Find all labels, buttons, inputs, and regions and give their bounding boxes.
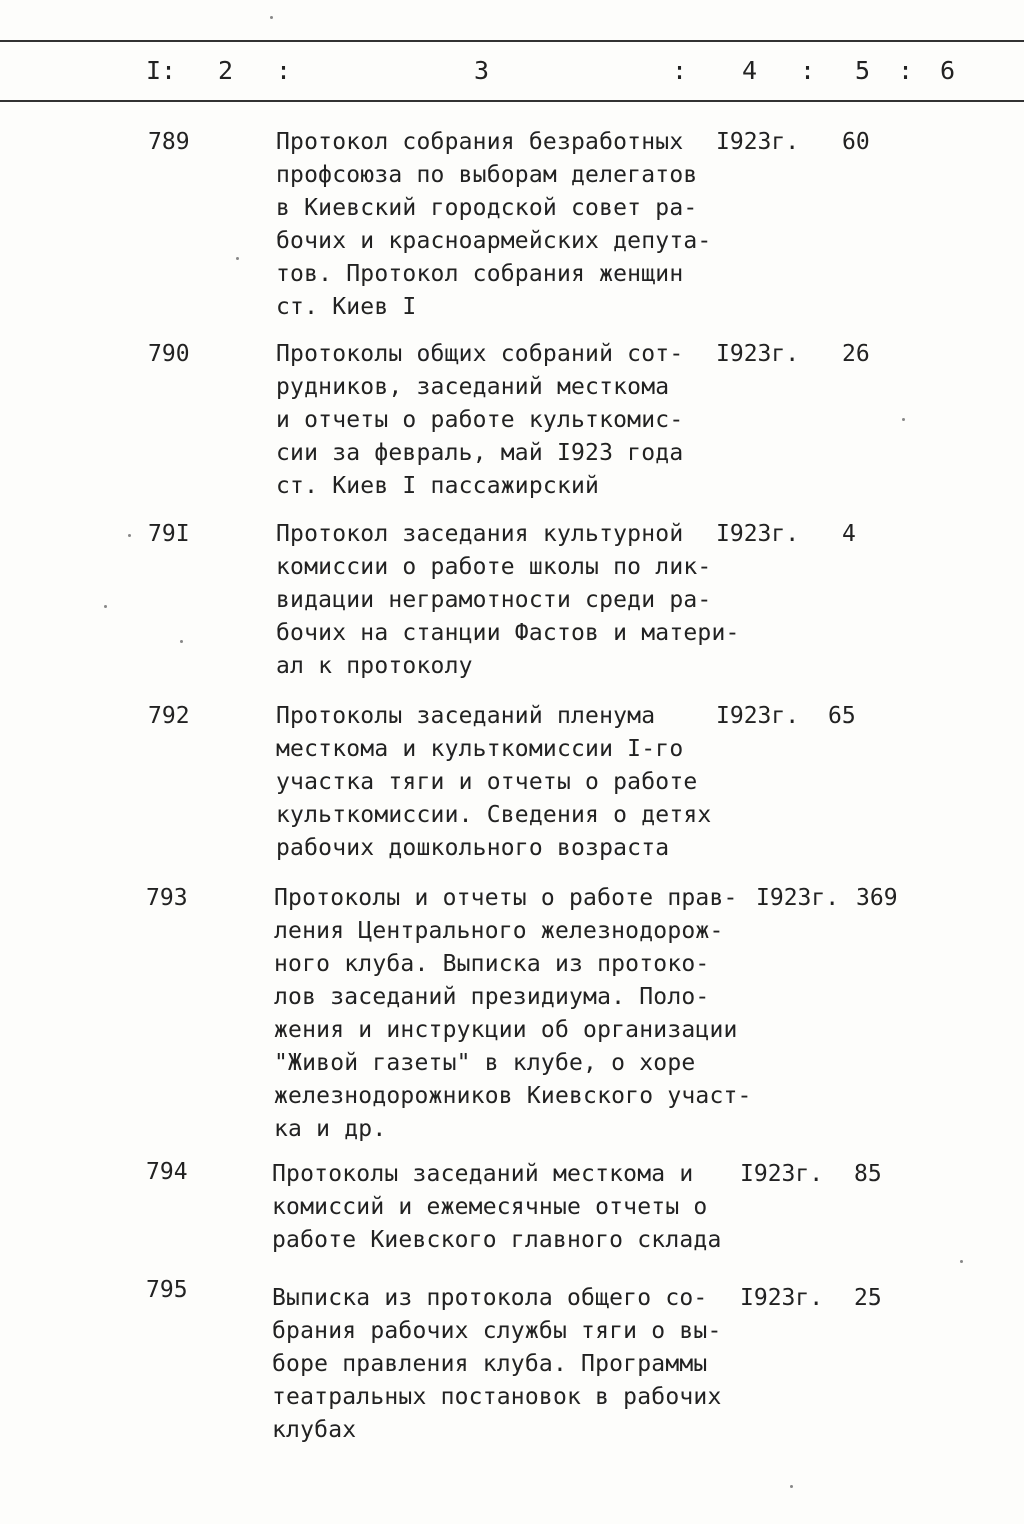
- entry-title-line: железнодорожников Киевского участ-: [274, 1083, 752, 1109]
- entry-title-line: лов заседаний президиума. Поло-: [274, 984, 710, 1010]
- header-col-5: 5: [855, 56, 871, 85]
- entry-number: 790: [148, 341, 190, 367]
- entry-year: I923г.: [716, 129, 800, 155]
- header-col-6: 6: [940, 56, 956, 85]
- entry-title-line: профсоюза по выборам делегатов: [276, 162, 698, 188]
- entry-year: I923г.: [716, 521, 800, 547]
- header-col-2: 2: [218, 56, 234, 85]
- entry-title: [276, 700, 711, 865]
- entry-title-line: бочих и красноармейских депута-: [276, 228, 712, 254]
- entry-sheet-count: 369: [856, 885, 898, 911]
- header-separator: :: [276, 56, 292, 85]
- entry-title: [274, 882, 752, 1146]
- entry-title-line: ст. Киев I: [276, 294, 417, 320]
- entry-title-line: бочих на станции Фастов и матери-: [276, 620, 740, 646]
- entry-year: I923г.: [740, 1161, 824, 1187]
- entry-title-line: участка тяги и отчеты о работе: [276, 769, 698, 795]
- entry-year: I923г.: [756, 885, 840, 911]
- header-col-1: I:: [146, 56, 177, 85]
- entry-sheet-count: 60: [842, 129, 870, 155]
- entry-title-line: ления Центрального железнодорож-: [274, 918, 724, 944]
- entry-title-line: Выписка из протокола общего со-: [272, 1285, 708, 1311]
- entry-title-line: в Киевский городской совет ра-: [276, 195, 698, 221]
- entry-title-line: сии за февраль, май I923 года: [276, 440, 684, 466]
- entry-title-line: работе Киевского главного склада: [272, 1227, 722, 1253]
- scan-speck: [960, 1260, 963, 1263]
- entry-title-line: ка и др.: [274, 1116, 387, 1142]
- entry-title-line: театральных постановок в рабочих: [272, 1384, 722, 1410]
- entry-number: 792: [148, 703, 190, 729]
- entry-title-line: Протоколы общих собраний сот-: [276, 341, 684, 367]
- header-separator: :: [800, 56, 816, 85]
- entry-title-line: Протокол собрания безработных: [276, 129, 684, 155]
- entry-title-line: "Живой газеты" в клубе, о хоре: [274, 1050, 696, 1076]
- header-separator: :: [672, 56, 688, 85]
- scan-speck: [790, 1485, 793, 1488]
- scan-speck: [104, 605, 107, 608]
- scan-speck: [236, 257, 239, 260]
- scan-speck: [128, 534, 131, 537]
- entry-title-line: Протоколы заседаний пленума: [276, 703, 656, 729]
- entry-title-line: брания рабочих службы тяги о вы-: [272, 1318, 722, 1344]
- entry-sheet-count: 25: [854, 1285, 882, 1311]
- entry-title-line: жения и инструкции об организации: [274, 1017, 738, 1043]
- entry-sheet-count: 26: [842, 341, 870, 367]
- scan-speck: [902, 418, 905, 421]
- entry-title: [276, 518, 740, 683]
- entry-year: I923г.: [716, 703, 800, 729]
- entry-number: 793: [146, 885, 188, 911]
- entry-title: [272, 1158, 722, 1257]
- entry-sheet-count: 4: [842, 521, 856, 547]
- entry-title-line: ст. Киев I пассажирский: [276, 473, 600, 499]
- entry-number: 79I: [148, 521, 190, 547]
- entry-title-line: ал к протоколу: [276, 653, 473, 679]
- entry-title-line: видации неграмотности среди ра-: [276, 587, 712, 613]
- header-separator: :: [898, 56, 914, 85]
- entry-title-line: культкомиссии. Сведения о детях: [276, 802, 712, 828]
- entry-title-line: боре правления клуба. Программы: [272, 1351, 708, 1377]
- scan-speck: [180, 640, 183, 643]
- header-top-rule: [0, 40, 1024, 42]
- header-col-4: 4: [742, 56, 758, 85]
- scan-speck: [270, 16, 273, 19]
- entry-title-line: Протоколы заседаний месткома и: [272, 1161, 694, 1187]
- entry-title-line: Протокол заседания культурной: [276, 521, 684, 547]
- entry-number: 794: [146, 1159, 188, 1185]
- entry-title: [276, 338, 683, 503]
- entry-year: I923г.: [740, 1285, 824, 1311]
- entry-title-line: и отчеты о работе культкомис-: [276, 407, 684, 433]
- entry-title-line: тов. Протокол собрания женщин: [276, 261, 684, 287]
- entry-year: I923г.: [716, 341, 800, 367]
- entry-title-line: Протоколы и отчеты о работе прав-: [274, 885, 738, 911]
- entry-sheet-count: 65: [828, 703, 856, 729]
- entry-title-line: комиссии о работе школы по лик-: [276, 554, 712, 580]
- header-bottom-rule: [0, 100, 1024, 102]
- entry-title-line: клубах: [272, 1417, 357, 1443]
- entry-title-line: комиссий и ежемесячные отчеты о: [272, 1194, 708, 1220]
- header-col-3: 3: [474, 56, 490, 85]
- entry-number: 789: [148, 129, 190, 155]
- entry-title-line: ного клуба. Выписка из протоко-: [274, 951, 710, 977]
- entry-title-line: рабочих дошкольного возраста: [276, 835, 670, 861]
- entry-title-line: рудников, заседаний месткома: [276, 374, 670, 400]
- entry-number: 795: [146, 1277, 188, 1303]
- entry-title: [272, 1282, 722, 1447]
- entry-title: [276, 126, 711, 324]
- entry-title-line: месткома и культкомиссии I-го: [276, 736, 684, 762]
- entry-sheet-count: 85: [854, 1161, 882, 1187]
